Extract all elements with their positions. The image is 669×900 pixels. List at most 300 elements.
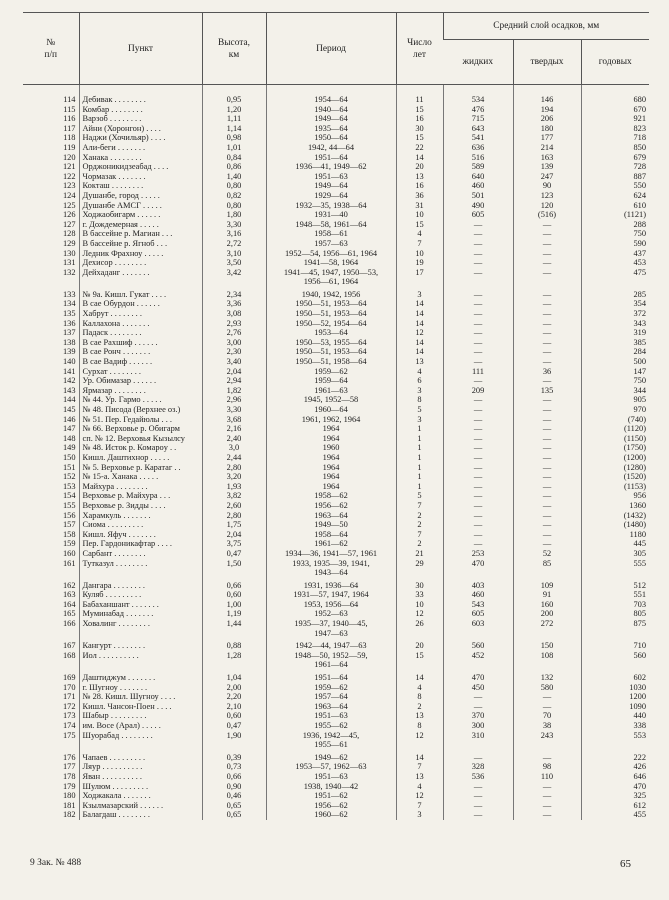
station-name: Харамкуль . . . . . . . xyxy=(79,511,202,521)
solid-precip: — xyxy=(513,753,581,763)
period-value xyxy=(266,201,396,211)
solid-precip: — xyxy=(513,290,581,300)
annual-precip: 887 xyxy=(581,172,649,182)
years-count: 1 xyxy=(396,453,443,463)
table-row xyxy=(23,539,649,549)
annual-precip: 718 xyxy=(581,133,649,143)
table-row xyxy=(23,191,649,201)
liquid-precip: 253 xyxy=(443,549,513,559)
row-number: 118 xyxy=(63,133,76,143)
row-number: 114 xyxy=(63,95,76,104)
period-line: 1951—63 xyxy=(314,771,348,781)
row-number: 157 xyxy=(62,520,76,530)
solid-precip: 146 xyxy=(513,95,581,105)
period-line: 1953—64 xyxy=(314,328,348,338)
table-row xyxy=(23,133,649,143)
table-row xyxy=(23,731,649,750)
period-value xyxy=(266,357,396,367)
period-line: 1950—64 xyxy=(314,133,348,143)
liquid-precip: — xyxy=(443,501,513,511)
header-solid: твердых xyxy=(513,40,581,85)
altitude-value: 1,20 xyxy=(202,105,266,115)
station-name: Кзылмазарский . . . . . . xyxy=(79,801,202,811)
solid-precip: 123 xyxy=(513,191,581,201)
solid-precip: — xyxy=(513,220,581,230)
station-name: № 44. Ур. Гармо . . . . . xyxy=(79,395,202,405)
solid-precip: — xyxy=(513,530,581,540)
years-count: 12 xyxy=(396,791,443,801)
table-body xyxy=(23,85,649,820)
solid-precip: 163 xyxy=(513,153,581,163)
period-line: 1943—64 xyxy=(314,568,348,578)
table-row xyxy=(23,229,649,239)
altitude-value: 2,72 xyxy=(202,239,266,249)
solid-precip: — xyxy=(513,328,581,338)
period-value xyxy=(266,143,396,153)
row-number: 125 xyxy=(62,200,76,210)
period-value xyxy=(266,376,396,386)
altitude-value: 0,95 xyxy=(202,95,266,105)
period-line: 1942, 44—64 xyxy=(307,142,355,152)
altitude-value: 0,86 xyxy=(202,162,266,172)
station-name: Даштиджум . . . . . . . xyxy=(79,673,202,683)
solid-precip: 177 xyxy=(513,133,581,143)
row-number: 120 xyxy=(62,152,76,162)
liquid-precip: — xyxy=(443,491,513,501)
annual-precip: 1360 xyxy=(581,501,649,511)
liquid-precip: 310 xyxy=(443,731,513,750)
altitude-value: 2,10 xyxy=(202,702,266,712)
table-row xyxy=(23,220,649,230)
annual-precip: 602 xyxy=(581,673,649,683)
table-row xyxy=(23,309,649,319)
liquid-precip: — xyxy=(443,395,513,405)
annual-precip: 970 xyxy=(581,405,649,415)
altitude-value: 0,60 xyxy=(202,711,266,721)
solid-precip: — xyxy=(513,482,581,492)
station-name: № 15-а. Ханака . . . . . xyxy=(79,472,202,482)
solid-precip: — xyxy=(513,520,581,530)
period-value xyxy=(266,133,396,143)
table-row xyxy=(23,692,649,702)
altitude-value: 2,60 xyxy=(202,501,266,511)
solid-precip: — xyxy=(513,434,581,444)
row-number: 179 xyxy=(62,781,76,791)
period-value xyxy=(266,530,396,540)
years-count: 10 xyxy=(396,600,443,610)
solid-precip: — xyxy=(513,347,581,357)
table-row xyxy=(23,249,649,259)
period-line: 1931—57, 1947, 1964 xyxy=(293,590,369,600)
annual-precip: 610 xyxy=(581,201,649,211)
annual-precip: (1480) xyxy=(581,520,649,530)
altitude-value: 0,84 xyxy=(202,153,266,163)
period-value xyxy=(266,319,396,329)
period-value xyxy=(266,210,396,220)
table-row xyxy=(23,143,649,153)
solid-precip: — xyxy=(513,443,581,453)
table-row xyxy=(23,600,649,610)
altitude-value: 1,50 xyxy=(202,559,266,578)
solid-precip: — xyxy=(513,782,581,792)
solid-precip: 135 xyxy=(513,386,581,396)
solid-precip: 98 xyxy=(513,762,581,772)
altitude-value: 0,65 xyxy=(202,801,266,811)
annual-precip: 1090 xyxy=(581,702,649,712)
solid-precip: 243 xyxy=(513,731,581,750)
table-row xyxy=(23,453,649,463)
altitude-value: 0,66 xyxy=(202,772,266,782)
altitude-value: 0,88 xyxy=(202,641,266,651)
header-precip-group: Средний слой осадков, мм xyxy=(443,13,649,40)
liquid-precip: — xyxy=(443,453,513,463)
altitude-value: 1,11 xyxy=(202,114,266,124)
years-count: 1 xyxy=(396,434,443,444)
annual-precip: 437 xyxy=(581,249,649,259)
solid-precip: — xyxy=(513,453,581,463)
years-count: 7 xyxy=(396,530,443,540)
header-annual: годовых xyxy=(581,40,649,85)
row-number: 133 xyxy=(62,289,76,299)
solid-precip: — xyxy=(513,405,581,415)
years-count: 2 xyxy=(396,511,443,521)
row-number: 163 xyxy=(62,590,76,600)
solid-precip: 160 xyxy=(513,600,581,610)
years-count: 15 xyxy=(396,220,443,230)
period-value xyxy=(266,782,396,792)
years-count: 3 xyxy=(396,290,443,300)
table-row xyxy=(23,114,649,124)
row-number: 116 xyxy=(63,114,76,124)
station-name: Кишл. Даштихнор . . . . . xyxy=(79,453,202,463)
liquid-precip: 534 xyxy=(443,95,513,105)
years-count: 13 xyxy=(396,711,443,721)
station-name: Дебивак . . . . . . . . xyxy=(79,95,202,105)
station-name: № 28. Кишл. Шугноу . . . . xyxy=(79,692,202,702)
station-name: г. Шугноу . . . . . . . xyxy=(79,683,202,693)
years-count: 36 xyxy=(396,191,443,201)
station-name: Дангара . . . . . . . . xyxy=(79,581,202,591)
period-line: 1951—63 xyxy=(314,171,348,181)
liquid-precip: — xyxy=(443,482,513,492)
solid-precip: — xyxy=(513,395,581,405)
period-line: 1948—58, 1961—64 xyxy=(295,219,367,229)
altitude-value: 2,94 xyxy=(202,376,266,386)
header-altitude: Высота, км xyxy=(202,13,266,85)
station-name: Орджоникидзеабад . . . . xyxy=(79,162,202,172)
table-row xyxy=(23,395,649,405)
years-count: 1 xyxy=(396,463,443,473)
station-name: Куляб . . . . . . . . . xyxy=(79,590,202,600)
liquid-precip: 603 xyxy=(443,619,513,638)
liquid-precip: — xyxy=(443,309,513,319)
period-value xyxy=(266,619,396,638)
years-count: 13 xyxy=(396,357,443,367)
station-name: Верховье р. Зидды . . . . xyxy=(79,501,202,511)
header-liquid: жидких xyxy=(443,40,513,85)
altitude-value: 2,04 xyxy=(202,530,266,540)
period-line: 1950—51, 1953—64 xyxy=(295,299,367,309)
annual-precip: (1121) xyxy=(581,210,649,220)
altitude-value: 3,20 xyxy=(202,472,266,482)
altitude-value: 0,82 xyxy=(202,191,266,201)
table-row xyxy=(23,239,649,249)
period-line: 1961, 1962, 1964 xyxy=(301,414,361,424)
period-line: 1940—64 xyxy=(314,104,348,114)
liquid-precip: — xyxy=(443,782,513,792)
years-count: 19 xyxy=(396,258,443,268)
years-count: 8 xyxy=(396,721,443,731)
altitude-value: 2,96 xyxy=(202,395,266,405)
table-row xyxy=(23,581,649,591)
table-row xyxy=(23,619,649,638)
period-line: 1964 xyxy=(322,462,340,472)
solid-precip: 52 xyxy=(513,549,581,559)
altitude-value: 1,14 xyxy=(202,124,266,134)
annual-precip: 728 xyxy=(581,162,649,172)
liquid-precip: 470 xyxy=(443,673,513,683)
period-line: 1954—64 xyxy=(314,95,348,104)
table-row xyxy=(23,641,649,651)
period-value xyxy=(266,683,396,693)
row-number: 180 xyxy=(62,791,76,801)
years-count: 16 xyxy=(396,181,443,191)
altitude-value: 1,40 xyxy=(202,172,266,182)
years-count: 12 xyxy=(396,731,443,750)
liquid-precip: 640 xyxy=(443,172,513,182)
years-count: 1 xyxy=(396,424,443,434)
annual-precip: 338 xyxy=(581,721,649,731)
period-line: 1958—64 xyxy=(314,529,348,539)
years-count: 29 xyxy=(396,559,443,578)
altitude-value: 0,60 xyxy=(202,590,266,600)
station-name: Кишл. Яфуч . . . . . . . xyxy=(79,530,202,540)
station-name: Али-беги . . . . . . . xyxy=(79,143,202,153)
liquid-precip: — xyxy=(443,328,513,338)
period-line: 1940, 1942, 1956 xyxy=(301,289,361,299)
years-count: 30 xyxy=(396,124,443,134)
table-row xyxy=(23,415,649,425)
table-row xyxy=(23,290,649,300)
solid-precip: 200 xyxy=(513,609,581,619)
annual-precip: 560 xyxy=(581,651,649,670)
solid-precip: — xyxy=(513,539,581,549)
table-row xyxy=(23,772,649,782)
annual-precip: 670 xyxy=(581,105,649,115)
altitude-value: 3,08 xyxy=(202,309,266,319)
station-name: сп. № 12. Верховья Кызылсу xyxy=(79,434,202,444)
period-value xyxy=(266,105,396,115)
table-row xyxy=(23,463,649,473)
station-name: Дейхаданг . . . . . . . xyxy=(79,268,202,287)
row-number: 138 xyxy=(62,337,76,347)
station-name: Хабрут . . . . . . . . xyxy=(79,309,202,319)
station-name: Сарбант . . . . . . . . xyxy=(79,549,202,559)
liquid-precip: — xyxy=(443,299,513,309)
period-line: 1958—62 xyxy=(314,491,348,501)
row-number: 176 xyxy=(62,752,76,762)
row-number: 167 xyxy=(62,641,76,651)
years-count: 1 xyxy=(396,472,443,482)
period-value xyxy=(266,482,396,492)
years-count: 7 xyxy=(396,762,443,772)
period-line: 1949—64 xyxy=(314,114,348,124)
row-number: 146 xyxy=(62,414,76,424)
period-line: 1942—44, 1947—63 xyxy=(295,641,367,651)
station-name: Майхура . . . . . . . . xyxy=(79,482,202,492)
period-line: 1964 xyxy=(322,424,340,434)
station-name: № 66. Верховье р. Обигарм xyxy=(79,424,202,434)
row-number: 160 xyxy=(62,548,76,558)
annual-precip: 850 xyxy=(581,143,649,153)
liquid-precip: 636 xyxy=(443,143,513,153)
table-row xyxy=(23,711,649,721)
liquid-precip: — xyxy=(443,530,513,540)
years-count: 11 xyxy=(396,95,443,105)
period-value xyxy=(266,249,396,259)
annual-precip: 343 xyxy=(581,319,649,329)
liquid-precip: — xyxy=(443,692,513,702)
years-count: 8 xyxy=(396,395,443,405)
row-number: 127 xyxy=(62,219,76,229)
annual-precip: 470 xyxy=(581,782,649,792)
period-line: 1956—62 xyxy=(314,500,348,510)
period-value xyxy=(266,711,396,721)
station-name: им. Восе (Арал) . . . . . xyxy=(79,721,202,731)
annual-precip: 354 xyxy=(581,299,649,309)
row-number: 126 xyxy=(62,210,76,220)
station-name: Тутказул . . . . . . . . xyxy=(79,559,202,578)
row-number: 152 xyxy=(62,472,76,482)
row-number: 178 xyxy=(62,771,76,781)
solid-precip: — xyxy=(513,319,581,329)
liquid-precip: — xyxy=(443,511,513,521)
altitude-value: 1,93 xyxy=(202,482,266,492)
row-number: 128 xyxy=(62,229,76,239)
period-line: 1960—62 xyxy=(314,810,348,820)
period-value xyxy=(266,581,396,591)
row-number: 145 xyxy=(62,405,76,414)
row-number: 147 xyxy=(62,424,76,434)
altitude-value: 0,47 xyxy=(202,721,266,731)
row-number: 172 xyxy=(62,701,76,711)
period-value xyxy=(266,762,396,772)
years-count: 16 xyxy=(396,114,443,124)
liquid-precip: 589 xyxy=(443,162,513,172)
table-row xyxy=(23,201,649,211)
table-row xyxy=(23,153,649,163)
solid-precip: — xyxy=(513,249,581,259)
period-line: 1934—36, 1941—57, 1961 xyxy=(284,548,378,558)
altitude-value: 2,20 xyxy=(202,692,266,702)
table-row xyxy=(23,424,649,434)
annual-precip: 750 xyxy=(581,229,649,239)
period-value xyxy=(266,810,396,820)
solid-precip: 194 xyxy=(513,105,581,115)
annual-precip: (1200) xyxy=(581,453,649,463)
period-line: 1964 xyxy=(322,433,340,443)
period-value xyxy=(266,239,396,249)
period-value xyxy=(266,153,396,163)
period-line: 1957—63 xyxy=(314,238,348,248)
period-line: 1959—62 xyxy=(314,682,348,692)
station-name: Бабаханшант . . . . . . . xyxy=(79,600,202,610)
altitude-value: 1,75 xyxy=(202,520,266,530)
years-count: 7 xyxy=(396,801,443,811)
row-number: 124 xyxy=(62,190,76,200)
period-line: 1961—63 xyxy=(314,385,348,395)
row-number: 173 xyxy=(62,711,76,721)
period-value xyxy=(266,673,396,683)
station-name: В бассейне р. Магиан . . . xyxy=(79,229,202,239)
row-number: 156 xyxy=(62,510,76,520)
solid-precip: 180 xyxy=(513,124,581,134)
annual-precip: 1180 xyxy=(581,530,649,540)
station-name: Шулюм . . . . . . . . . xyxy=(79,782,202,792)
period-value xyxy=(266,181,396,191)
row-number: 182 xyxy=(62,810,76,820)
annual-precip: 344 xyxy=(581,386,649,396)
solid-precip: — xyxy=(513,491,581,501)
period-value xyxy=(266,229,396,239)
years-count: 14 xyxy=(396,673,443,683)
period-value xyxy=(266,753,396,763)
period-value xyxy=(266,258,396,268)
annual-precip: 500 xyxy=(581,357,649,367)
table-row xyxy=(23,810,649,820)
station-name: Падаск . . . . . . . . xyxy=(79,328,202,338)
period-line: 1941—58, 1964 xyxy=(303,258,359,268)
row-number: 137 xyxy=(62,328,76,338)
years-count: 14 xyxy=(396,347,443,357)
period-value xyxy=(266,520,396,530)
station-name: Кишл. Чансон-Поен . . . . xyxy=(79,702,202,712)
altitude-value: 0,39 xyxy=(202,753,266,763)
altitude-value: 0,80 xyxy=(202,201,266,211)
row-number: 161 xyxy=(62,558,76,568)
period-line: 1958—61 xyxy=(314,229,348,239)
table-row xyxy=(23,319,649,329)
period-value xyxy=(266,424,396,434)
altitude-value: 3,10 xyxy=(202,249,266,259)
period-value xyxy=(266,290,396,300)
annual-precip: (1280) xyxy=(581,463,649,473)
annual-precip: 750 xyxy=(581,376,649,386)
period-value xyxy=(266,539,396,549)
solid-precip: 214 xyxy=(513,143,581,153)
station-name: г. Дождемерная . . . . . xyxy=(79,220,202,230)
altitude-value: 1,90 xyxy=(202,731,266,750)
row-number: 131 xyxy=(62,258,76,268)
table-row xyxy=(23,702,649,712)
period-line: 1956—62 xyxy=(314,800,348,810)
solid-precip: (516) xyxy=(513,210,581,220)
annual-precip: 590 xyxy=(581,239,649,249)
years-count: 14 xyxy=(396,753,443,763)
altitude-value: 2,80 xyxy=(202,463,266,473)
table-row xyxy=(23,405,649,415)
liquid-precip: 111 xyxy=(443,367,513,377)
altitude-value: 1,01 xyxy=(202,143,266,153)
row-number: 175 xyxy=(62,730,76,740)
row-number: 129 xyxy=(62,238,76,248)
period-value xyxy=(266,309,396,319)
period-line: 1938, 1940—42 xyxy=(303,781,359,791)
annual-precip: 680 xyxy=(581,95,649,105)
liquid-precip: — xyxy=(443,424,513,434)
period-line: 1949—62 xyxy=(314,752,348,762)
solid-precip: 109 xyxy=(513,581,581,591)
